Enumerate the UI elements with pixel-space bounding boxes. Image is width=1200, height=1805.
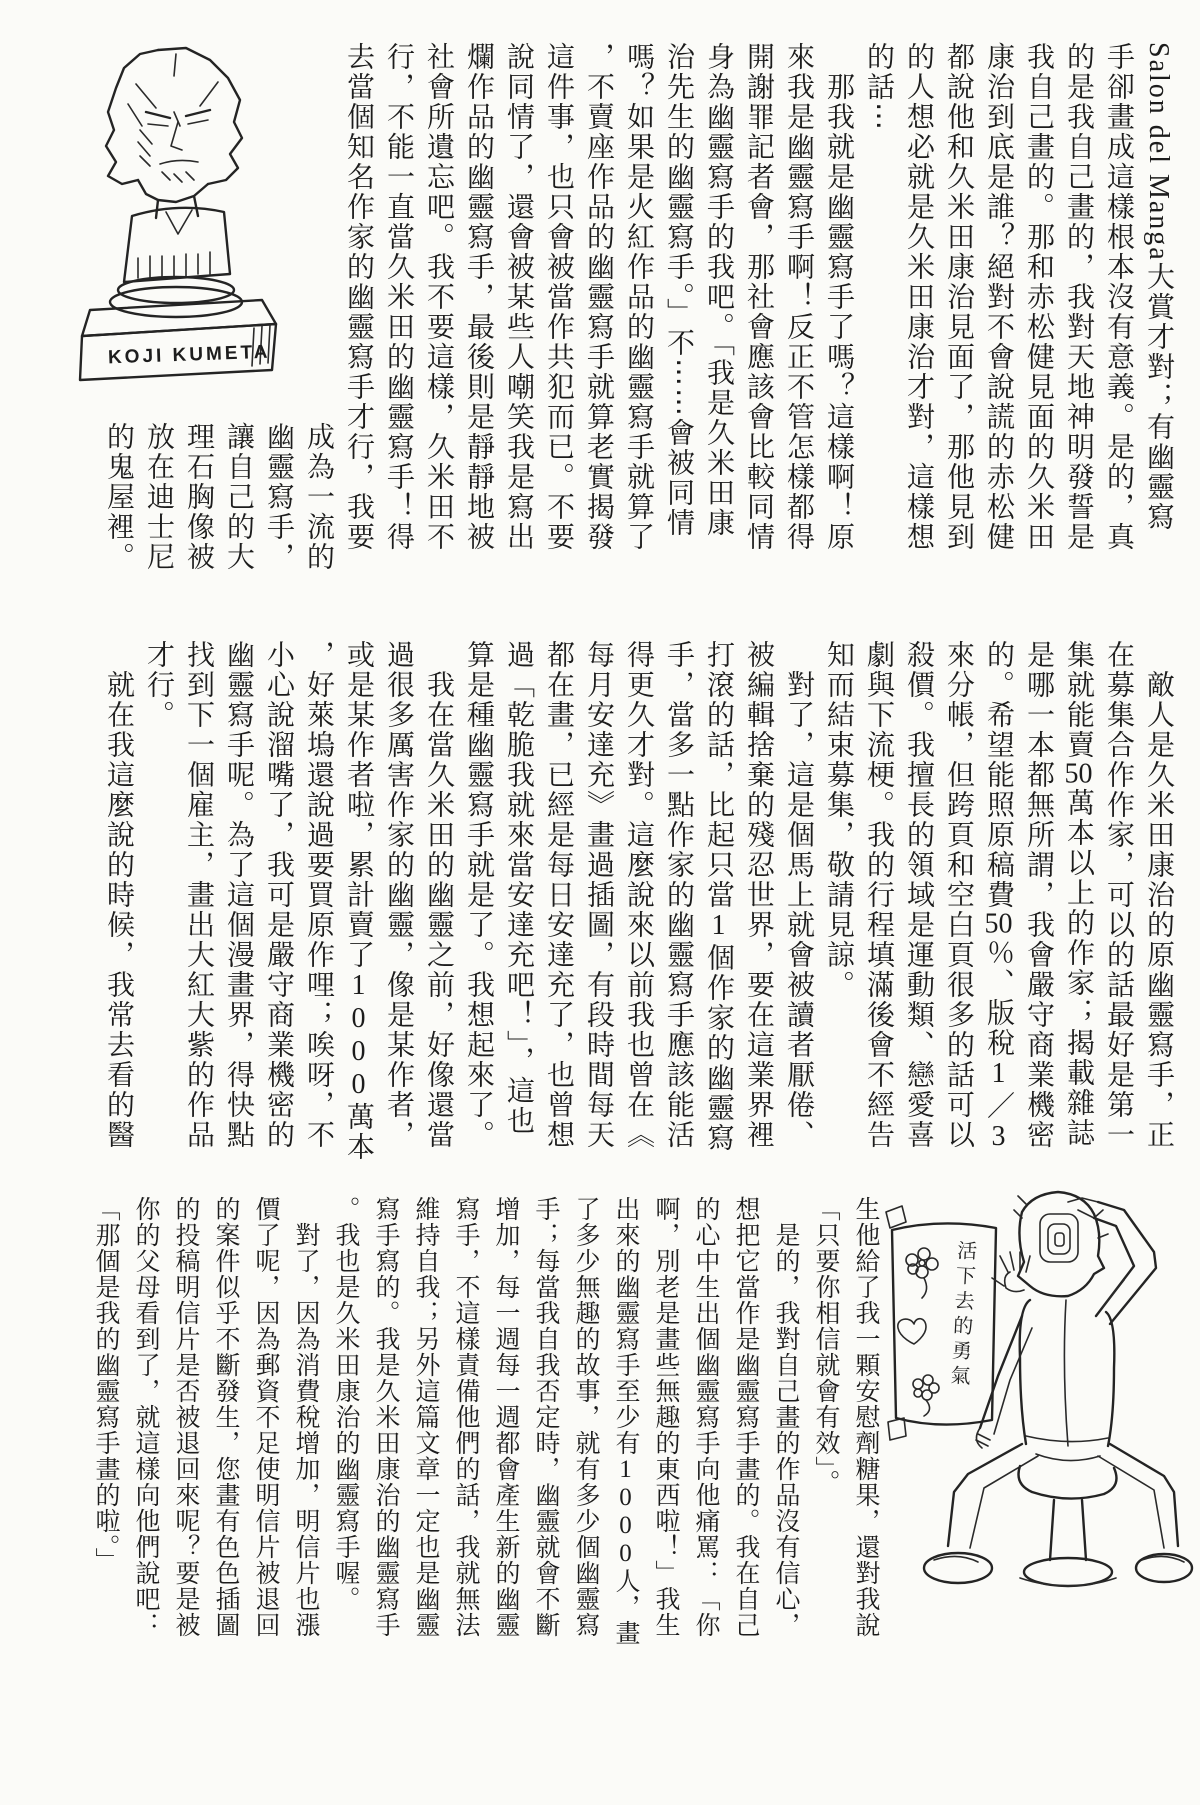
text-column: 社會所遺忘吧。我不要這樣，久米田不 [423,42,454,552]
text-column: 爛作品的幽靈寫手，最後則是靜靜地被 [463,42,494,552]
text-column: 是的，我對自己畫的作品沒有信心， [772,1196,799,1638]
text-column: 的投稿明信片是否被退回來呢？要是被 [172,1196,199,1638]
bust-drawing-icon [58,34,288,394]
text-column: 成為一流的 [303,422,334,572]
text-column: 手卻畫成這樣根本沒有意義。是的，真 [1103,42,1134,552]
text-column: 理石胸像被 [183,422,214,572]
text-column: 「那個是我的幽靈寫手畫的啦。」 [92,1196,119,1574]
text-column: 這件事，也只會被當作共犯而已。不要 [543,42,574,552]
text-column: 都說他和久米田康治見面了，那他見到 [943,42,974,552]
text-column: 才行。 [143,640,174,730]
text-column: Salon del Manga大賞才對；有幽靈寫 [1143,42,1174,532]
text-column: 的是我自己畫的，我對天地神明發誓是 [1063,42,1094,552]
text-column: 打滾的話，比起只當1個作家的幽靈寫 [703,640,734,1153]
text-column: 的人想必就是久米田康治才對，這樣想 [903,42,934,552]
text-column: 去當個知名作家的幽靈寫手才行，我要 [343,42,374,552]
text-column: 我自己畫的。那和赤松健見面的久米田 [1023,42,1054,552]
text-column: 的話⋯ [863,42,894,132]
text-column: 說同情了，還會被某些人嘲笑我是寫出 [503,42,534,552]
text-column: 幽靈寫手， [263,422,294,572]
text-column: 都在畫，已經是每日安達充了，也曾想 [543,640,574,1150]
text-column: 行，不能一直當久米田的幽靈寫手！得 [383,42,414,552]
text-column: 寫手，不這樣責備他們的話，我就無法 [452,1196,479,1638]
text-column: 手，當多一點作家的幽靈寫手應該能活 [663,640,694,1150]
text-column: 或是某作者啦，累計賣了1000萬本 [343,640,374,1162]
text-column: 嗎？如果是火紅作品的幽靈寫手就算了 [623,42,654,552]
text-column: 得更久才對。這麼說來以前我也曾在《 [623,640,654,1150]
text-column: 生他給了我一顆安慰劑糖果，還對我說 [852,1196,879,1638]
text-column: 來我是幽靈寫手啊！反正不管怎樣都得 [783,42,814,552]
text-column: 我在當久米田的幽靈之前，好像還當 [423,640,454,1150]
text-column: 康治到底是誰？絕對不會說謊的赤松健 [983,42,1014,552]
text-column: 的心中生出個幽靈寫手向他痛罵：「你 [692,1196,719,1638]
bust-illustration [58,34,288,394]
text-column: 讓自己的大 [223,422,254,572]
text-column: 每月安達充》畫過插圖，有段時間每天 [583,640,614,1150]
text-column: 的鬼屋裡。 [103,422,134,572]
text-column: 是哪一本都無所謂，我會嚴守商業機密 [1023,640,1054,1150]
text-column: 小心說溜嘴了，我可是嚴守商業機密的 [263,640,294,1150]
text-column: 價了呢，因為郵資不足使明信片被退回 [252,1196,279,1638]
text-column: 的。希望能照原稿費50％、版稅1／3 [983,640,1014,1154]
text-column: 了多少無趣的故事，就有多少個幽靈寫 [572,1196,599,1638]
text-column: 在募集合作作家，可以的話最好是第一 [1103,640,1134,1150]
text-column: 幽靈寫手呢。為了這個漫畫界，得快點 [223,640,254,1150]
text-column: 敵人是久米田康治的原幽靈寫手，正 [1143,640,1174,1150]
text-column: 對了，這是個馬上就會被讀者厭倦、 [783,640,814,1150]
text-column: 就在我這麼說的時候，我常去看的醫 [103,640,134,1150]
text-column: 。我也是久米田康治的幽靈寫手喔。 [332,1196,359,1612]
text-column: 開謝罪記者會，那社會應該會比較同情 [743,42,774,552]
text-column: 那我就是幽靈寫手了嗎？這樣啊！原 [823,42,854,552]
text-column: 被編輯捨棄的殘忍世界，要在這業界裡 [743,640,774,1150]
text-column: 手；每當我自我否定時，幽靈就會不斷 [532,1196,559,1638]
text-band-middle [98,640,1178,1162]
sign-text: 活下去的勇氣 [946,1239,977,1391]
text-column: 殺價。我擅長的領域是運動類、戀愛喜 [903,640,934,1150]
text-column: ，不賣座作品的幽靈寫手就算老實揭發 [583,42,614,552]
text-column: 對了，因為消費稅增加，明信片也漲 [292,1196,319,1638]
sitting-figure-drawing-icon [872,1148,1194,1658]
text-column: 找到下一個雇主，畫出大紅大紫的作品 [183,640,214,1150]
text-column: 過「乾脆我就來當安達充吧！」，這也 [503,640,534,1136]
text-column: 劇與下流梗。我的行程填滿後會不經告 [863,640,894,1150]
text-column: 想把它當作是幽靈寫手畫的。我在自己 [732,1196,759,1638]
text-band-bottom [85,1196,885,1646]
text-column: 出來的幽靈寫手至少有1000人，畫 [612,1196,639,1646]
text-column: 知而結束募集，敬請見諒。 [823,640,854,1000]
text-column: 過很多厲害作家的幽靈，像是某作者， [383,640,414,1150]
text-column: 集就能賣50萬本以上的作家；揭載雜誌 [1063,640,1094,1148]
text-column: 寫手寫的。我是久米田康治的幽靈寫手 [372,1196,399,1638]
text-column: 身為幽靈寫手的我吧。「我是久米田康 [703,42,734,538]
sitting-figure-illustration [872,1148,1194,1658]
text-column: 啊，別老是畫些無趣的東西啦！」我生 [652,1196,679,1638]
text-column: 治先生的幽靈寫手。」不⋯⋯會被同情 [663,42,694,538]
text-column: 算是種幽靈寫手就是了。我想起來了。 [463,640,494,1150]
text-column: 的案件似乎不斷發生，您畫有色色插圖 [212,1196,239,1638]
text-column: 來分帳，但跨頁和空白頁很多的話可以 [943,640,974,1150]
text-column: 增加，每一週每一週都會產生新的幽靈 [492,1196,519,1638]
text-column: ，好萊塢還說過要買原作哩；唉呀，不 [303,640,334,1150]
text-column: 維持自我；另外這篇文章一定也是幽靈 [412,1196,439,1638]
text-column: 你的父母看到了，就這樣向他們說吧： [132,1196,159,1638]
text-column: 放在迪士尼 [143,422,174,572]
bust-caption: KOJI KUMETA [107,341,271,369]
text-column: 「只要你相信就會有效」。 [812,1196,839,1496]
